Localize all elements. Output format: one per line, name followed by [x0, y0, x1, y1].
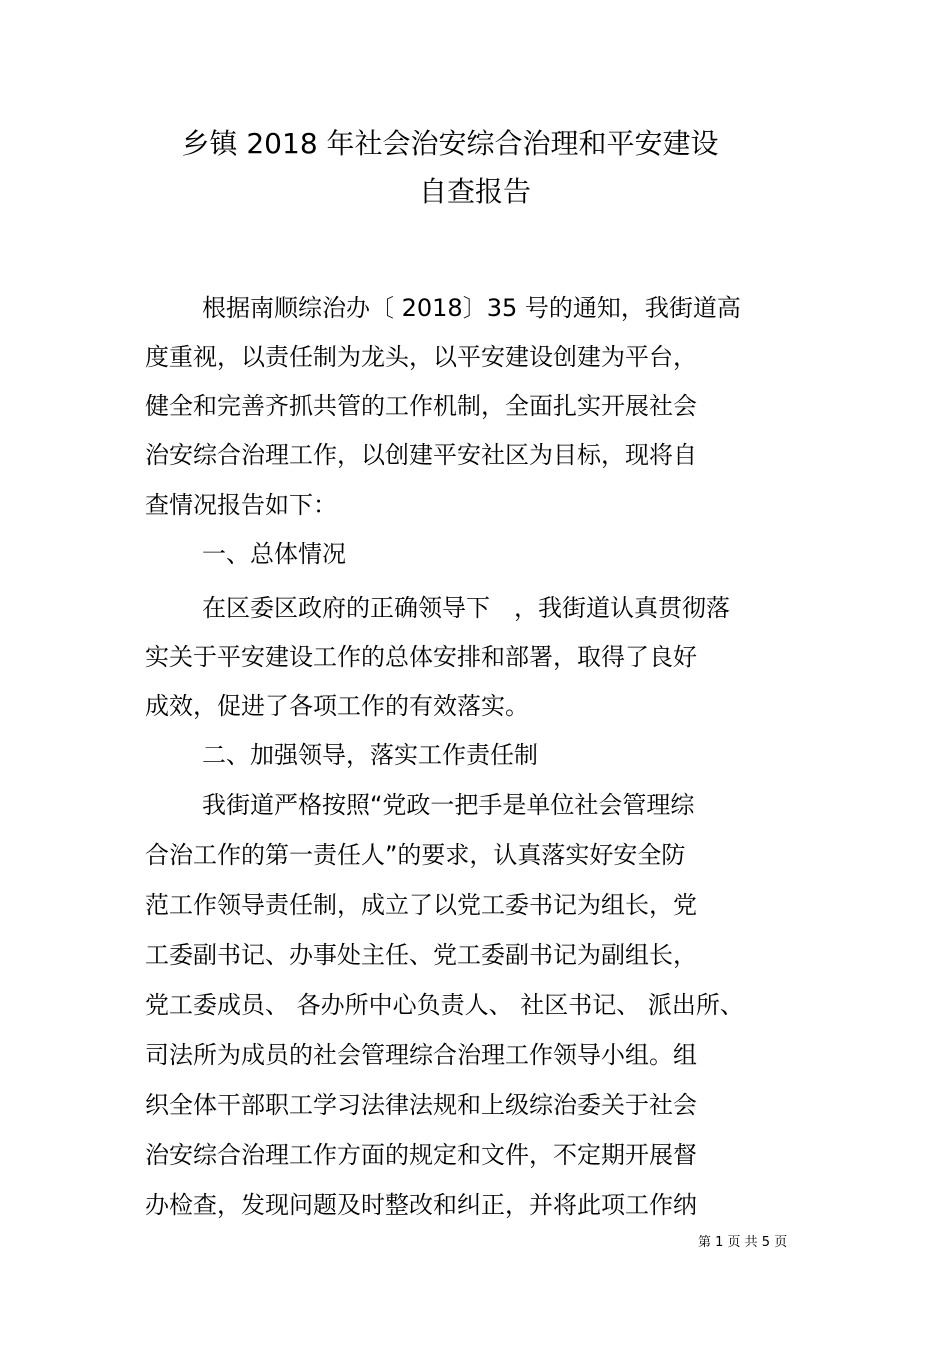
paragraph-line: 办检查，发现问题及时整改和纠正，并将此项工作纳 — [145, 1191, 697, 1219]
document-title-line-1: 乡镇 2018 年社会治安综合治理和平安建设 — [181, 127, 719, 160]
section-heading: 一、总体情况 — [202, 540, 346, 568]
document-title-line-2: 自查报告 — [418, 175, 531, 208]
page-number: 第 1 页 共 5 页 — [698, 1235, 788, 1250]
paragraph-line: 党工委成员、 各办所中心负责人、 社区书记、 派出所、 — [145, 991, 744, 1019]
paragraph-line: 治安综合治理工作方面的规定和文件，不定期开展督 — [145, 1141, 697, 1169]
paragraph-line: 在区委区政府的正确领导下 ，我街道认真贯彻落 — [202, 594, 730, 622]
paragraph-line: 度重视，以责任制为龙头，以平安建设创建为平台， — [145, 343, 697, 371]
paragraph-line: 健全和完善齐抓共管的工作机制，全面扎实开展社会 — [145, 392, 697, 420]
paragraph-line: 治安综合治理工作，以创建平安社区为目标，现将自 — [145, 441, 697, 469]
section-heading: 二、加强领导，落实工作责任制 — [202, 741, 538, 769]
paragraph-line: 成效，促进了各项工作的有效落实。 — [145, 692, 529, 720]
paragraph-line: 根据南顺综治办〔 2018〕35 号的通知，我街道高 — [202, 294, 741, 322]
paragraph-line: 实关于平安建设工作的总体安排和部署，取得了良好 — [145, 643, 697, 671]
paragraph-line: 合治工作的第一责任人”的要求，认真落实好安全防 — [145, 841, 686, 869]
paragraph-line: 工委副书记、办事处主任、党工委副书记为副组长， — [145, 941, 697, 969]
paragraph-line: 范工作领导责任制，成立了以党工委书记为组长，党 — [145, 891, 697, 919]
paragraph-line: 我街道严格按照“党政一把手是单位社会管理综 — [202, 791, 695, 819]
paragraph-line: 查情况报告如下： — [145, 491, 337, 519]
paragraph-line: 织全体干部职工学习法律法规和上级综治委关于社会 — [145, 1091, 697, 1119]
paragraph-line: 司法所为成员的社会管理综合治理工作领导小组。组 — [145, 1041, 697, 1069]
